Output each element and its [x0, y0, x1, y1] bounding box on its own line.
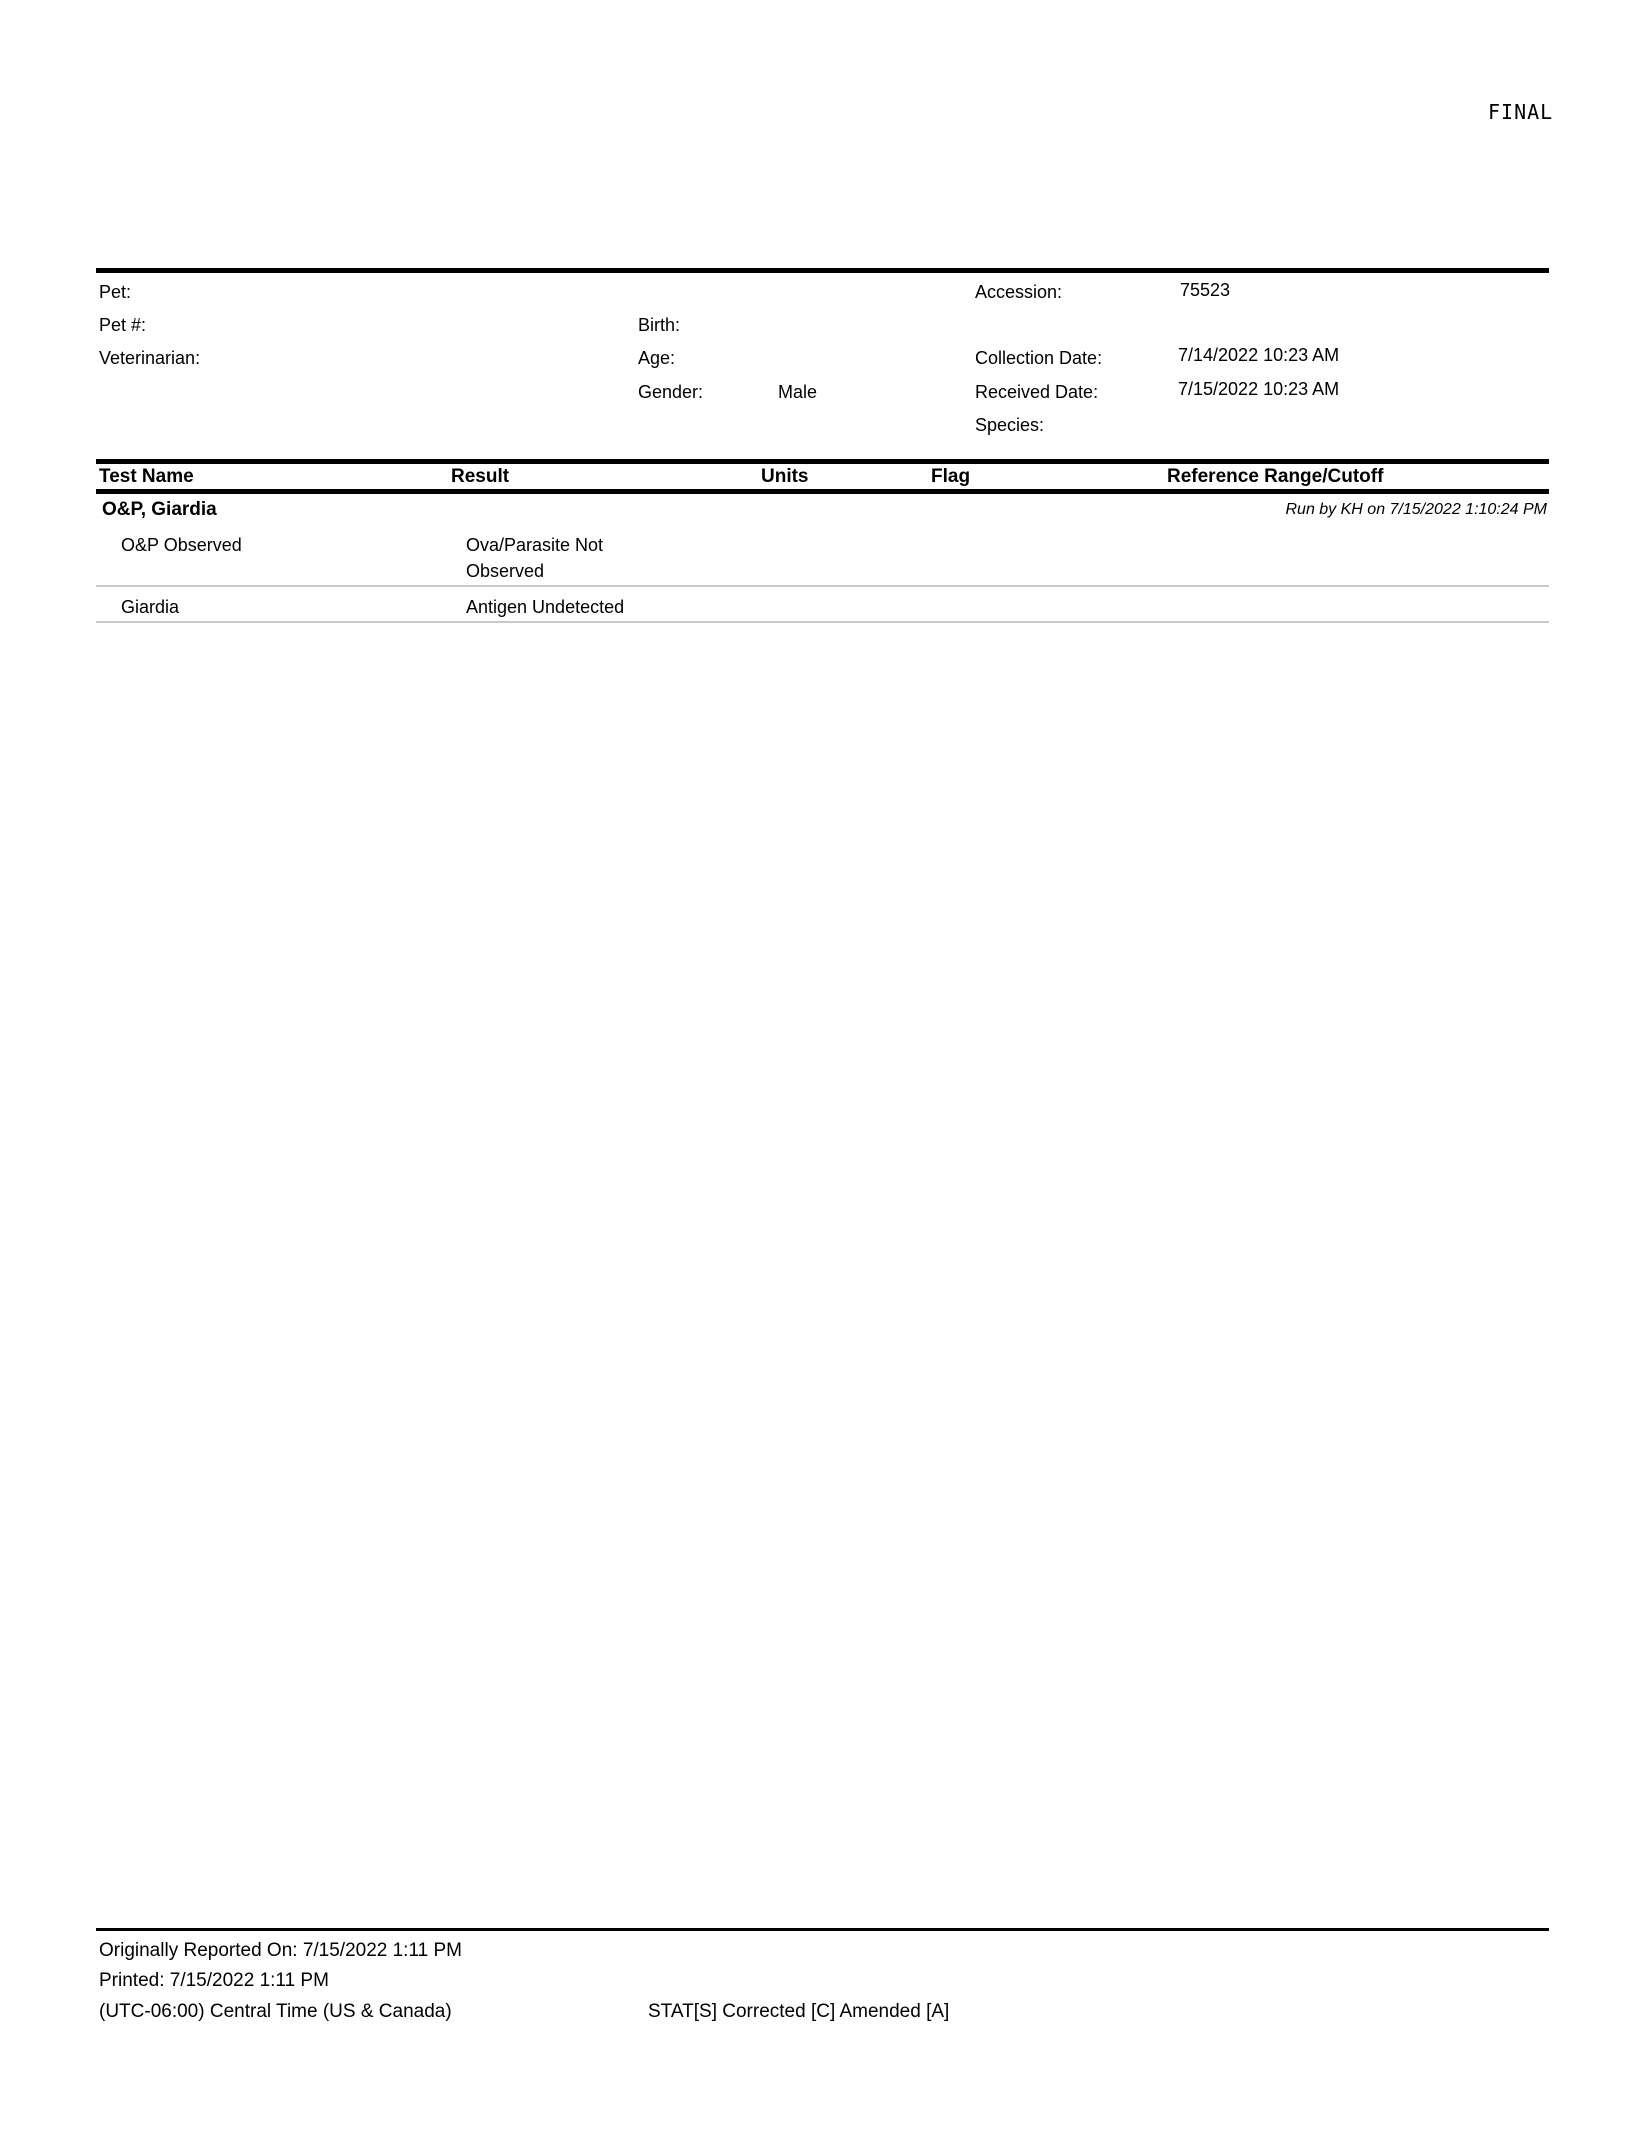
table-header-bottom-rule: [96, 489, 1549, 494]
species-label: Species:: [975, 415, 1045, 435]
pet-label: Pet:: [99, 282, 132, 302]
row-divider: [96, 621, 1549, 623]
gender-value: Male: [778, 382, 818, 402]
gender-label: Gender:: [638, 382, 704, 402]
veterinarian-label: Veterinarian:: [99, 348, 201, 368]
column-header-reference-range: Reference Range/Cutoff: [1167, 466, 1384, 487]
panel-name: O&P, Giardia: [102, 499, 217, 520]
collection-date-value: 7/14/2022 10:23 AM: [1178, 345, 1340, 365]
row-test-name: Giardia: [121, 597, 180, 617]
column-header-test-name: Test Name: [99, 466, 194, 487]
row-test-name: O&P Observed: [121, 535, 242, 555]
info-top-rule: [96, 268, 1549, 273]
footer-stat-legend: STAT[S] Corrected [C] Amended [A]: [648, 2001, 950, 2022]
footer-printed: Printed: 7/15/2022 1:11 PM: [99, 1970, 329, 1991]
footer-rule: [96, 1928, 1549, 1931]
column-header-units: Units: [761, 466, 809, 487]
row-divider: [96, 585, 1549, 587]
received-date-value: 7/15/2022 10:23 AM: [1178, 379, 1340, 399]
column-header-flag: Flag: [931, 466, 971, 487]
column-header-result: Result: [451, 466, 510, 487]
received-date-label: Received Date:: [975, 382, 1099, 402]
age-label: Age:: [638, 348, 676, 368]
accession-value: 75523: [1180, 280, 1231, 300]
pet-number-label: Pet #:: [99, 315, 147, 335]
table-header-top-rule: [96, 459, 1549, 464]
collection-date-label: Collection Date:: [975, 348, 1103, 368]
row-result: Ova/Parasite Not Observed: [466, 535, 604, 581]
footer-originally-reported: Originally Reported On: 7/15/2022 1:11 PM: [99, 1940, 462, 1961]
row-result: Antigen Undetected: [466, 597, 625, 617]
birth-label: Birth:: [638, 315, 681, 335]
accession-label: Accession:: [975, 282, 1063, 302]
footer-timezone: (UTC-06:00) Central Time (US & Canada): [99, 2001, 452, 2022]
panel-run-by: Run by KH on 7/15/2022 1:10:24 PM: [1285, 501, 1547, 518]
report-status-final: FINAL: [1488, 100, 1554, 124]
